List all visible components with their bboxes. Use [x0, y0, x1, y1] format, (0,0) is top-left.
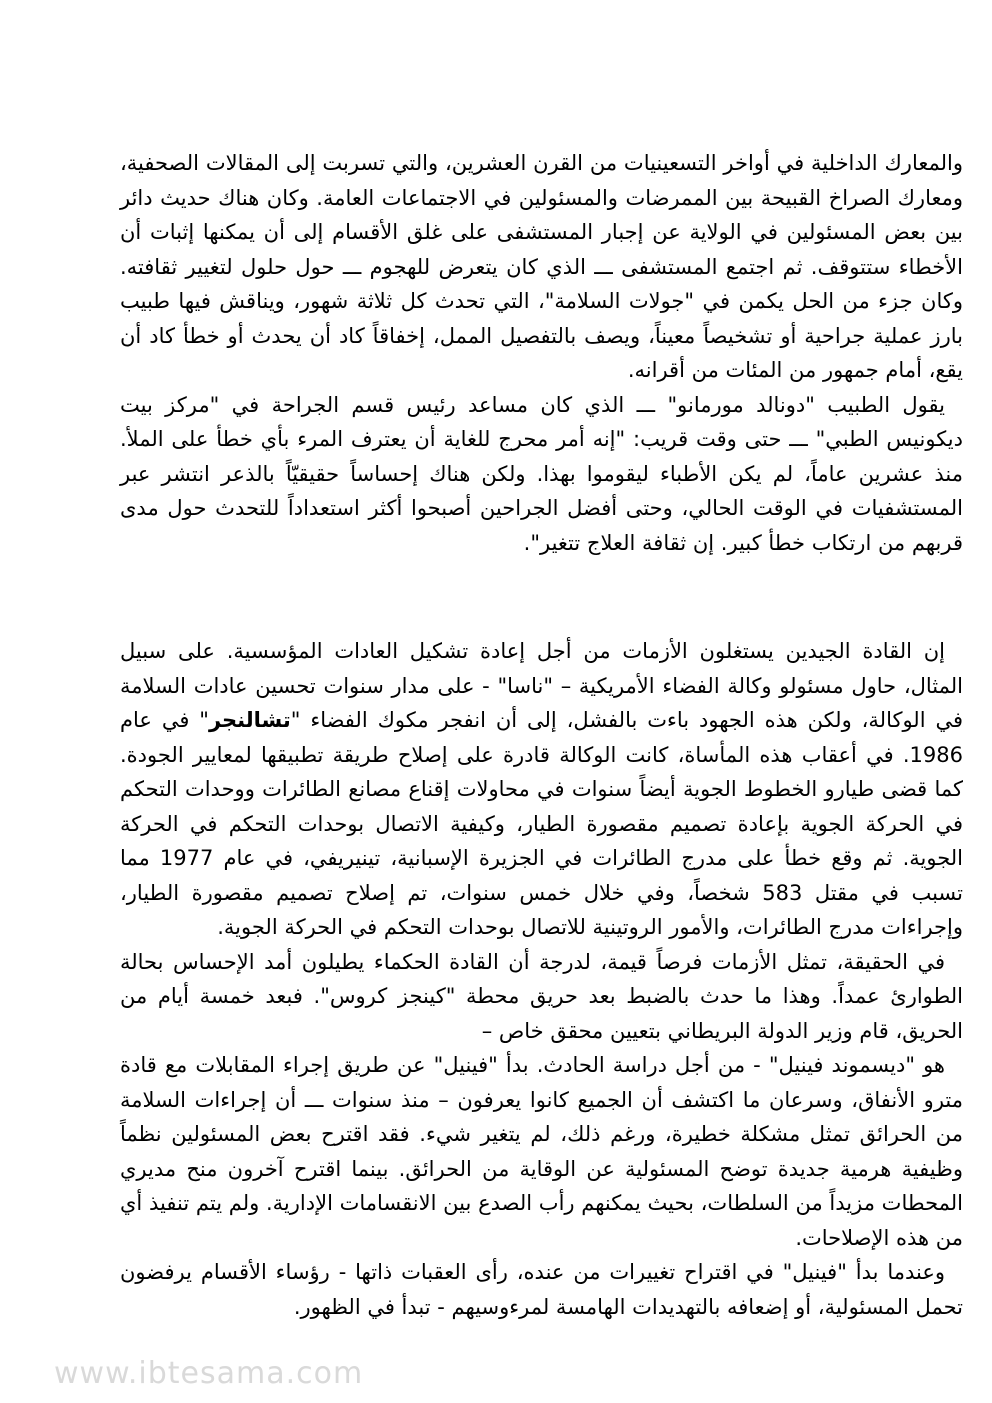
text-run: إن القادة الجيدين يستغلون الأزمات من أجل إعادة تشكيل العادات المؤسسية. على سبيل المثال، حاول مسئولو وكالة الفضاء الأمريكية – "ناسا" - على مدار سنوات تحسين عادات السلامة في الوكالة، ولكن هذه الجهود باءت بالفشل، إلى أن انفجر مكوك الفضاء "	[120, 639, 963, 732]
text-run: " في عام 1986. في أعقاب هذه المأساة، كانت الوكالة قادرة على إصلاح طريقة تطبيقها لمعايير الجودة. كما قضى طيارو الخطوط الجوية أيضاً سنوات في محاولات إقناع مصانع الطائرات ووحدات التحكم في الحركة الجوية بإعادة تصميم مقصورة الطيار، وكيفية الاتصال بوحدات التحكم في الحركة الجوية. ثم وقع خطأ على مدرج الطائرات في الجزيرة الإسبانية، تينيريفي، في عام 1977 مما تسبب في مقتل 583 شخصاً، وفي خلال خمس سنوات، تم إصلاح تصميم مقصورة الطيار، وإجراءات مدرج الطائرات، والأمور الروتينية للاتصال بوحدات التحكم في الحركة الجوية.	[120, 708, 964, 939]
text-run: في الحقيقة، تمثل الأزمات فرصاً قيمة، لدرجة أن القادة الحكماء يطيلون أمد الإحساس بحالة الطوارئ عمداً. وهذا ما حدث بالضبط بعد حريق محطة "كينجز كروس". فبعد خمسة أيام من الحريق، قام وزير الدولة البريطاني بتعيين محقق خاص –	[120, 949, 963, 1043]
watermark-url-text: www.ibtesama.com	[54, 1356, 364, 1391]
paragraph	[120, 388, 963, 561]
paragraph	[120, 1255, 963, 1324]
paragraph	[120, 146, 963, 388]
text-run-bold: تشالنجر	[208, 708, 291, 732]
body-text	[120, 146, 963, 1324]
text-run: هو "ديسموند فينيل" - من أجل دراسة الحادث. بدأ "فينيل" عن طريق إجراء المقابلات مع قادة مترو الأنفاق، وسرعان ما اكتشف أن الجميع كانوا يعرفون – منذ سنوات ـــ أن إجراءات السلامة من الحرائق تمثل مشكلة خطيرة، ورغم ذلك، لم يتغير شيء. فقد اقترح بعض المسئولين نظماً وظيفية هرمية جديدة توضح المسئولية عن الوقاية من الحرائق. بينما اقترح آخرون منح مديري المحطات مزيداً من السلطات، بحيث يمكنهم رأب الصدع بين الانقسامات الإدارية. ولم يتم تنفيذ أي من هذه الإصلاحات.	[120, 1053, 963, 1250]
text-run: وعندما بدأ "فينيل" في اقتراح تغييرات من عنده، رأى العقبات ذاتها - رؤساء الأقسام يرفضون تحمل المسئولية، أو إضعافه بالتهديدات الهامسة لمرءوسيهم - تبدأ في الظهور.	[120, 1260, 963, 1319]
text-run: يقول الطبيب "دونالد مورمانو" ـــ الذي كان مساعد رئيس قسم الجراحة في "مركز بيت ديكونيس الطبي" ـــ حتى وقت قريب: "إنه أمر محرج للغاية أن يعترف المرء بأي خطأ على الملأ. منذ عشرين عاماً، لم يكن الأطباء ليقوموا بهذا. ولكن هناك إحساساً حقيقيّاً بالذعر انتشر عبر المستشفيات في الوقت الحالي، وحتى أفضل الجراحين أصبحوا أكثر استعداداً للتحدث حول مدى قربهم من ارتكاب خطأ كبير. إن ثقافة العلاج تتغير".	[120, 392, 963, 555]
paragraph	[120, 1048, 963, 1255]
text-run: والمعارك الداخلية في أواخر التسعينيات من القرن العشرين، والتي تسربت إلى المقالات الصحفية، ومعارك الصراخ القبيحة بين الممرضات والمسئولين في الاجتماعات العامة. وكان هناك حديث دائر بين بعض المسئولين في الولاية عن إجبار المستشفى على غلق الأقسام إلى أن يمكنها إثبات أن الأخطاء ستتوقف. ثم اجتمع المستشفى ـــ الذي كان يتعرض للهجوم ـــ حول حلول لتغيير ثقافته. وكان جزء من الحل يكمن في "جولات السلامة"، التي تحدث كل ثلاثة شهور، ويناقش فيها طبيب بارز عملية جراحية أو تشخيصاً معيناً، ويصف بالتفصيل الممل، إخفاقاً كاد أن يحدث أو خطأ كاد أن يقع، أمام جمهور من المئات من أقرانه.	[120, 151, 963, 382]
paragraph	[120, 634, 963, 945]
paragraph	[120, 945, 963, 1049]
